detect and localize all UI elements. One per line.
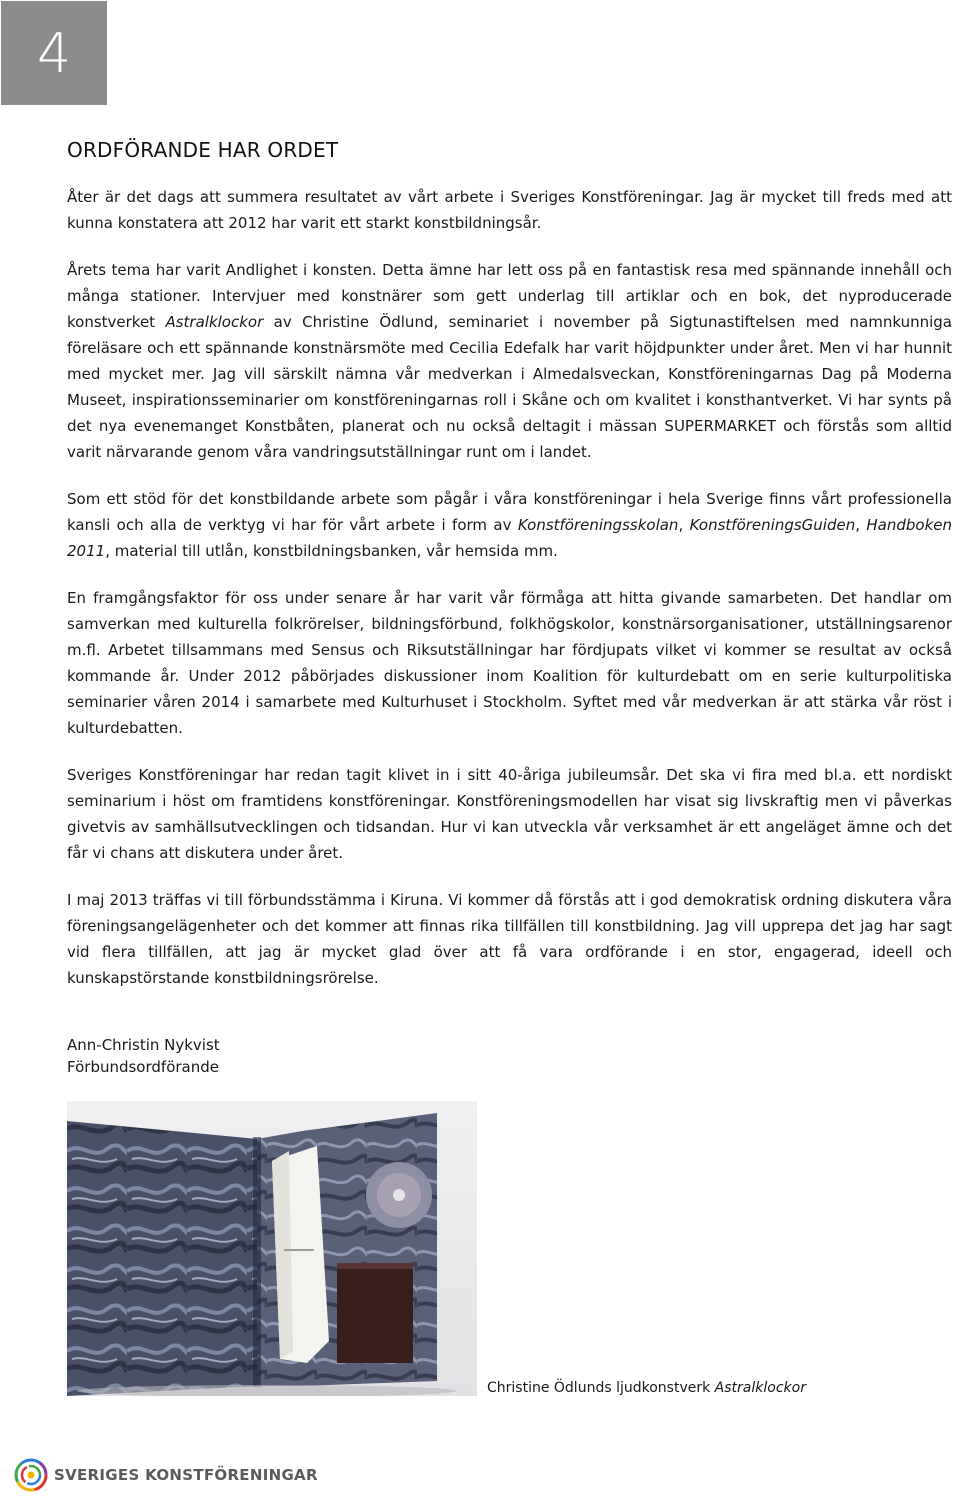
separator: , (678, 516, 690, 534)
footer-logo (14, 1458, 318, 1492)
footer-logo-text: SVERIGES KONSTFÖRENINGAR (54, 1466, 318, 1484)
caption-text: Christine Ödlunds ljudkonstverk (487, 1380, 715, 1396)
page-title: ORDFÖRANDE HAR ORDET (67, 138, 339, 162)
artwork-photo-illustration (67, 1101, 477, 1396)
tool-konstforeningsskolan: Konstföreningsskolan (517, 516, 679, 534)
signature-title: Förbundsordförande (67, 1058, 219, 1076)
tool-handboken: Handboken 2011 (67, 516, 952, 560)
artwork-title: Astralklockor (165, 313, 264, 331)
article (67, 138, 952, 1012)
paragraph-4-text: En framgångsfaktor för oss under senare år har varit vår förmåga att hitta givande samarbeten. Det handlar om samverkan med kulturella folkrörelser, bildningsförbund, folkhögskolor, konstnärsorganisationer, utställningsarenor m.fl. Arbetet tillsammans med Sensus och Riksutställningar har fördjupats vilket vi kommer se resultat av också kommande år. Under 2012 påbörjades diskussioner inom Koalition för kulturdebatt om en serie kulturpolitiska seminarier våren 2014 i samarbete med Kulturhuset i Stockholm. Syftet med vår medverkan är att stärka vår röst i kulturdebatten. (67, 589, 952, 737)
paragraph-5 (67, 762, 952, 866)
paragraph-6 (67, 887, 952, 991)
photo-caption (487, 1380, 806, 1396)
signature-name: Ann-Christin Nykvist (67, 1036, 220, 1054)
paragraph-2 (67, 257, 952, 465)
paragraph-2-text-b: av Christine Ödlund, seminariet i november på Sigtunastiftelsen med namnkunniga föreläsare och ett spännande konstnärsmöte med Cecilia Edefalk har varit höjdpunkter under året. Men vi har hunnit med mycket mer. Jag vill särskilt nämna vår medverkan i Almedalsveckan, Konstföreningarnas Dag på Moderna Museet, inspirationsseminarier om konstföreningarnas roll i Skåne och om kvalitet i konsthantverket. Vi har synts på det nya evenemanget Konstbåten, planerat och nu också deltagit i mässan SUPERMARKET och förstås som alltid varit närvarande genom våra vandringsutställningar runt om i landet. (67, 313, 952, 461)
artwork-photo (67, 1101, 477, 1396)
paragraph-3-text-a: Som ett stöd för det konstbildande arbete som pågår i våra konstföreningar i hela Sverige finns vårt professionella kansli och alla de verktyg vi har för vårt arbete i form av (67, 490, 952, 534)
separator: , (855, 516, 867, 534)
paragraph-2-text-a: Årets tema har varit Andlighet i konsten. Detta ämne har lett oss på en fantastisk resa med spännande innehåll och många stationer. Intervjuer med konstnärer som gett underlag till artiklar och en bok, det nyproducerade konstverket (67, 261, 952, 331)
tool-konstforeningsguiden: KonstföreningsGuiden (689, 516, 856, 534)
caption-artwork-title: Astralklockor (714, 1380, 806, 1396)
paragraph-4 (67, 585, 952, 741)
paragraph-6-text: I maj 2013 träffas vi till förbundsstämma i Kiruna. Vi kommer då förstås att i god demokratisk ordning diskutera våra föreningsangelägenheter och det kommer att finnas rika tillfällen till konstbildning. Jag vill upprepa det jag har sagt vid flera tillfällen, att jag är mycket glad över att få vara ordförande i en stor, engagerad, ideell och kunskapstörstande konstbildningsrörelse. (67, 891, 952, 987)
spiral-logo-icon (14, 1458, 48, 1492)
page-number: 4 (1, 1, 107, 105)
paragraph-1 (67, 184, 952, 236)
paragraph-3-text-b: , material till utlån, konstbildningsbanken, vår hemsida mm. (105, 542, 558, 560)
paragraph-3 (67, 486, 952, 564)
paragraph-1-text: Åter är det dags att summera resultatet av vårt arbete i Sveriges Konstföreningar. Jag är mycket till freds med att kunna konstatera att 2012 har varit ett starkt konstbildningsår. (67, 188, 952, 232)
paragraph-5-text: Sveriges Konstföreningar har redan tagit klivet in i sitt 40-åriga jubileumsår. Det ska vi fira med bl.a. ett nordiskt seminarium i höst om framtidens konstföreningar. Konstföreningsmodellen har visat sig livskraftig men vi påverkas givetvis av samhällsutvecklingen och tidsandan. Hur vi kan utveckla vår verksamhet är ett angeläget ämne och det får vi chans att diskutera under året. (67, 766, 952, 862)
signature (67, 1034, 220, 1078)
